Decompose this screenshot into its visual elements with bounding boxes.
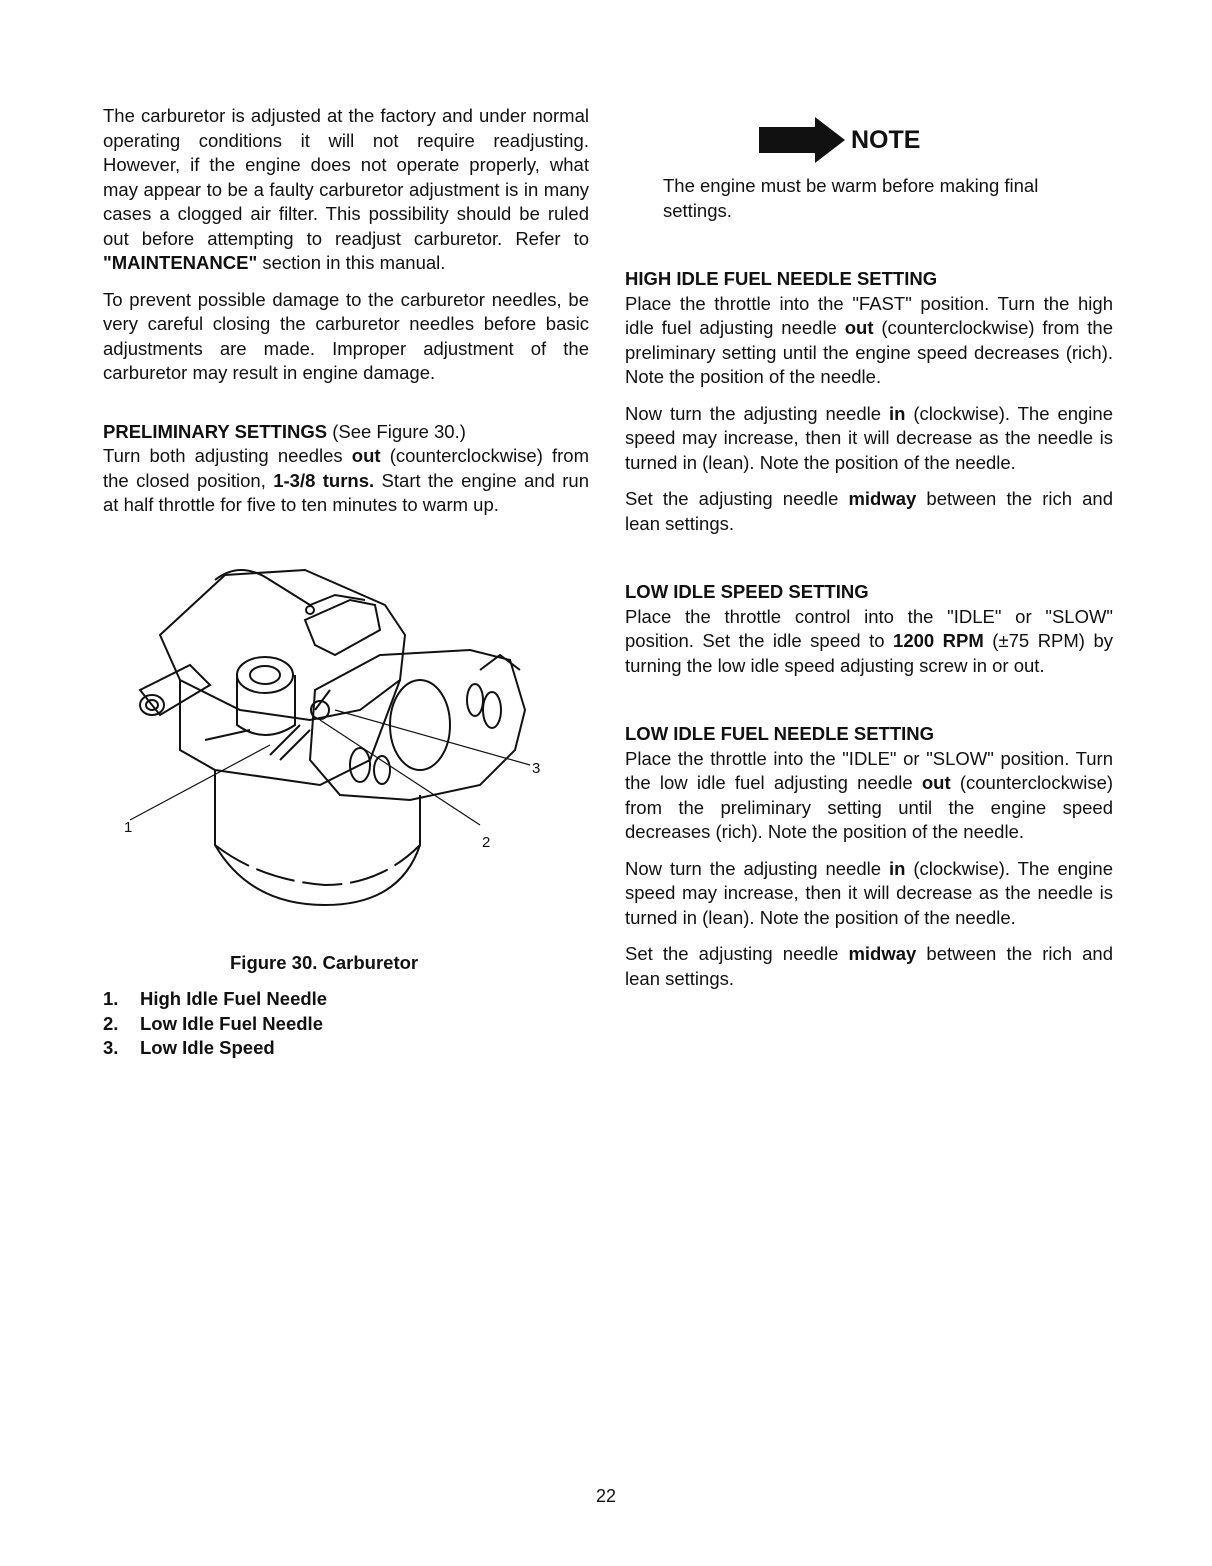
note-label: NOTE <box>851 125 921 154</box>
low-idle-fuel-paragraph-1: Place the throttle into the "IDLE" or "SLOW" position. Turn the low idle fuel adjusting needle out (counterclockwise) from the preliminary setting until the engine speed decreases (rich). Note the position of the needle. <box>625 747 1114 842</box>
preliminary-settings-heading: PRELIMINARY SETTINGS <box>103 420 328 442</box>
high-idle-paragraph-1: Place the throttle into the "FAST" position. Turn the high idle fuel adjusting needle out (counterclockwise) from the preliminary setting until the engine speed decreases (rich). Note the position of the needle. <box>625 292 1114 387</box>
left-column <box>103 104 589 530</box>
carburetor-figure <box>120 560 550 940</box>
high-idle-paragraph-3: Set the adjusting needle midway between the rich and lean settings. <box>625 488 1114 534</box>
callout-1: 1 <box>124 819 133 836</box>
callout-2: 2 <box>482 834 491 851</box>
legend-item: 3. Low Idle Speed <box>103 1037 275 1058</box>
legend-item: 2. Low Idle Fuel Needle <box>103 1012 323 1034</box>
legend-item: 1. High Idle Fuel Needle <box>103 988 328 1009</box>
figure-legend <box>103 987 327 1061</box>
high-idle-section <box>625 267 1113 536</box>
carburetor-illustration <box>120 560 550 940</box>
maintenance-reference: "MAINTENANCE" <box>103 252 258 273</box>
arrow-right-icon <box>759 117 845 163</box>
note-text: The engine must be warm before making final settings. <box>663 175 1039 221</box>
note-header <box>759 116 1113 164</box>
warning-paragraph: To prevent possible damage to the carburetor needles, be very careful closing the carburetor needles before basic adjustments are made. Improper adjustment of the carburetor may result in engine damage. <box>103 288 589 383</box>
figure-caption: Figure 30. Carburetor <box>230 952 419 973</box>
preliminary-settings-text: Turn both adjusting needles out (counterclockwise) from the closed position, 1-3/8 turns. Start the engine and run at half throttle for five to ten minutes to warm up. <box>103 445 590 515</box>
page-number: 22 <box>595 1486 617 1506</box>
high-idle-heading: HIGH IDLE FUEL NEEDLE SETTING <box>625 268 938 289</box>
right-column <box>625 112 1113 1003</box>
high-idle-paragraph-2: Now turn the adjusting needle in (clockwise). The engine speed may increase, then it will decrease as the needle is turned in (lean). Note the position of the needle. <box>625 402 1113 473</box>
low-idle-speed-heading: LOW IDLE SPEED SETTING <box>625 581 869 602</box>
low-idle-fuel-paragraph-3: Set the adjusting needle midway between the rich and lean settings. <box>625 943 1114 989</box>
figure-reference: (See Figure 30.) <box>332 420 466 442</box>
low-idle-fuel-section <box>625 722 1113 991</box>
note-block <box>663 116 1113 223</box>
preliminary-settings-section <box>103 420 589 518</box>
callout-3: 3 <box>532 760 541 777</box>
low-idle-speed-section <box>625 580 1113 678</box>
low-idle-speed-paragraph: Place the throttle control into the "IDLE" or "SLOW" position. Set the idle speed to 1200 RPM (±75 RPM) by turning the low idle speed adjusting screw in or out. <box>625 605 1113 676</box>
low-idle-fuel-heading: LOW IDLE FUEL NEEDLE SETTING <box>625 723 935 744</box>
intro-paragraph: The carburetor is adjusted at the factory and under normal operating conditions it will not require readjusting. However, if the engine does not operate properly, what may appear to be a faulty carburetor adjustment is in many cases a clogged air filter. This possibility should be ruled out before attempting to readjust carburetor. Refer to "MAINTENANCE" section in this manual. <box>103 105 589 273</box>
low-idle-fuel-paragraph-2: Now turn the adjusting needle in (clockwise). The engine speed may increase, then it will decrease as the needle is turned in (lean). Note the position of the needle. <box>625 857 1113 928</box>
